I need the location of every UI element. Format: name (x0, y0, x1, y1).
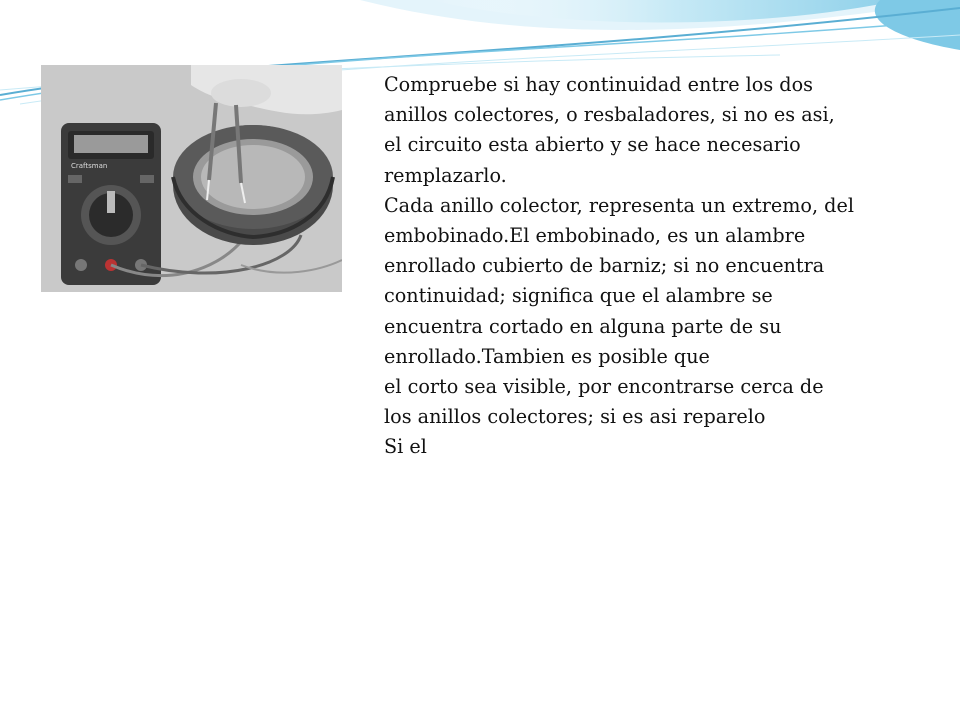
body-text: Compruebe si hay continuidad entre los dos anillos colectores, o resbaladores, si no es asi, el circuito esta abierto y se hace necesario remplazarlo. Cada anillo colector, representa un extremo, del embobinado.El embobinado, es un alambre enrollado cubierto de barniz; si no encuentra continuidad; significa que el alambre se encuentra cortado en alguna parte de su enrollado.Tambien es posible que el corto sea visible, por encontrarse cerca de los anillos colectores; si es asi reparelo Si el (384, 73, 854, 459)
stator-coil-icon (173, 125, 333, 245)
multimeter-icon (61, 123, 161, 285)
multimeter-stator-photo (41, 65, 342, 292)
meter-brand-label: Craftsman (71, 162, 108, 170)
